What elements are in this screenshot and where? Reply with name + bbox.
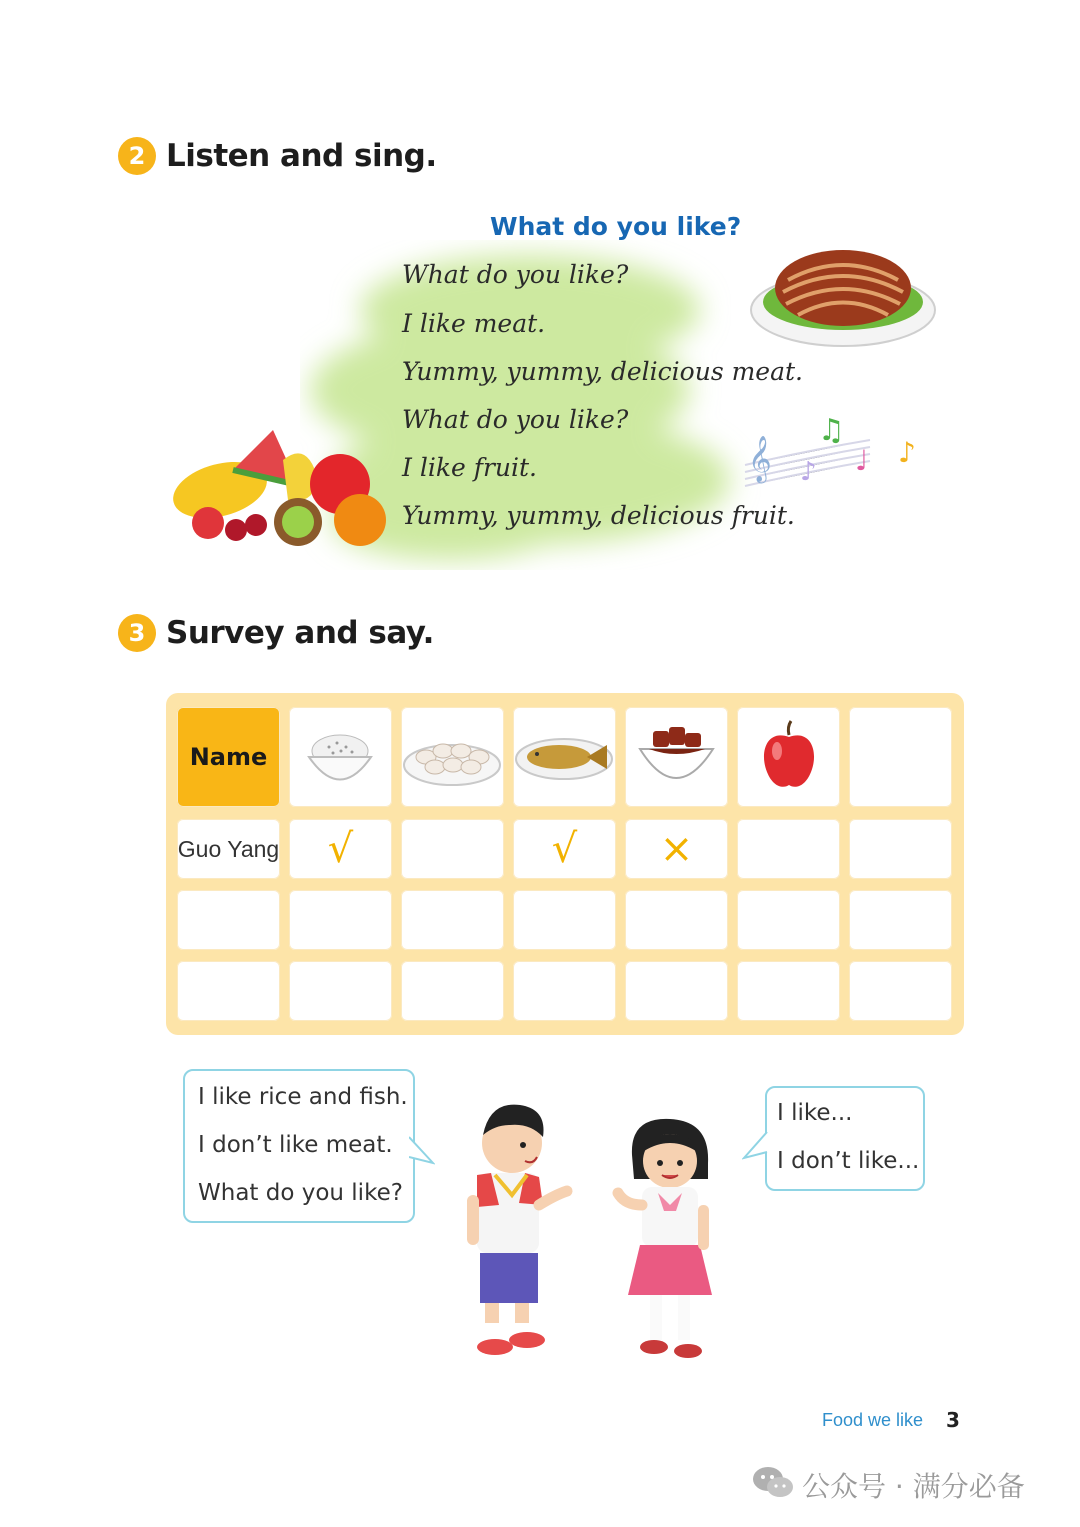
food-header-cell: [289, 707, 392, 807]
section-number-badge: 3: [118, 614, 156, 652]
fish-icon: [513, 707, 616, 807]
food-header-cell: [513, 707, 616, 807]
food-header-cell: [849, 707, 952, 807]
section-title: Listen and sing.: [166, 138, 437, 174]
survey-mark-cell[interactable]: [737, 961, 840, 1021]
svg-text:♩: ♩: [855, 444, 869, 477]
pork-bowl-icon: [625, 707, 728, 807]
food-header-cell: [737, 707, 840, 807]
page-number: 3: [946, 1408, 960, 1432]
bubble-tail: [742, 1130, 768, 1162]
boy-line: I don’t like meat.: [198, 1132, 393, 1158]
survey-mark-cell[interactable]: [401, 890, 504, 950]
svg-text:♪: ♪: [800, 457, 817, 487]
bubble-tail: [409, 1135, 435, 1167]
survey-mark-cell[interactable]: [625, 961, 728, 1021]
song-line: What do you like?: [402, 405, 629, 434]
section-title: Survey and say.: [166, 615, 434, 651]
survey-mark-cell[interactable]: [289, 961, 392, 1021]
food-header-cell: [401, 707, 504, 807]
apple-icon: [737, 707, 840, 807]
name-cell[interactable]: [177, 890, 280, 950]
survey-mark-cell[interactable]: [401, 961, 504, 1021]
survey-mark-cell[interactable]: [849, 819, 952, 879]
boy-line: What do you like?: [198, 1180, 403, 1206]
music-notes-icon: [740, 410, 925, 495]
song-line: I like meat.: [402, 309, 546, 338]
name-cell[interactable]: [177, 961, 280, 1021]
girl-line: I like...: [777, 1100, 853, 1126]
survey-mark-cell[interactable]: [513, 961, 616, 1021]
survey-mark-cell[interactable]: [737, 819, 840, 879]
dumplings-icon: [401, 707, 504, 807]
footer-unit-label: Food we like: [822, 1410, 924, 1430]
survey-mark-cell[interactable]: √: [289, 819, 392, 879]
food-header-cell: [625, 707, 728, 807]
song-line: Yummy, yummy, delicious fruit.: [402, 501, 795, 530]
section-2-heading: [118, 137, 437, 175]
svg-text:𝄞: 𝄞: [748, 436, 772, 482]
survey-mark-cell[interactable]: [513, 890, 616, 950]
song-title: What do you like?: [490, 212, 742, 241]
boy-line: I like rice and fish.: [198, 1084, 408, 1110]
section-3-heading: [118, 614, 434, 652]
song-line: Yummy, yummy, delicious meat.: [402, 357, 803, 386]
song-line: I like fruit.: [402, 453, 537, 482]
survey-mark-cell[interactable]: [289, 890, 392, 950]
song-line: What do you like?: [402, 260, 629, 289]
name-cell: Guo Yang: [177, 819, 280, 879]
survey-mark-cell[interactable]: [849, 890, 952, 950]
survey-mark-cell[interactable]: [401, 819, 504, 879]
survey-mark-cell[interactable]: [737, 890, 840, 950]
name-header-cell: Name: [177, 707, 280, 807]
wechat-icon: [752, 1464, 794, 1500]
section-number-badge: 2: [118, 137, 156, 175]
survey-mark-cell[interactable]: ×: [625, 819, 728, 879]
girl-character-icon: [610, 1115, 730, 1365]
fruit-group-icon: [168, 420, 393, 550]
svg-text:♪: ♪: [898, 436, 916, 469]
watermark-text: 公众号 · 满分必备: [802, 1470, 1025, 1503]
svg-text:♫: ♫: [818, 413, 845, 448]
boy-character-icon: [455, 1095, 580, 1365]
survey-mark-cell[interactable]: √: [513, 819, 616, 879]
survey-mark-cell[interactable]: [625, 890, 728, 950]
meat-plate-icon: [748, 240, 938, 350]
girl-line: I don’t like...: [777, 1148, 920, 1174]
rice-bowl-icon: [289, 707, 392, 807]
survey-mark-cell[interactable]: [849, 961, 952, 1021]
